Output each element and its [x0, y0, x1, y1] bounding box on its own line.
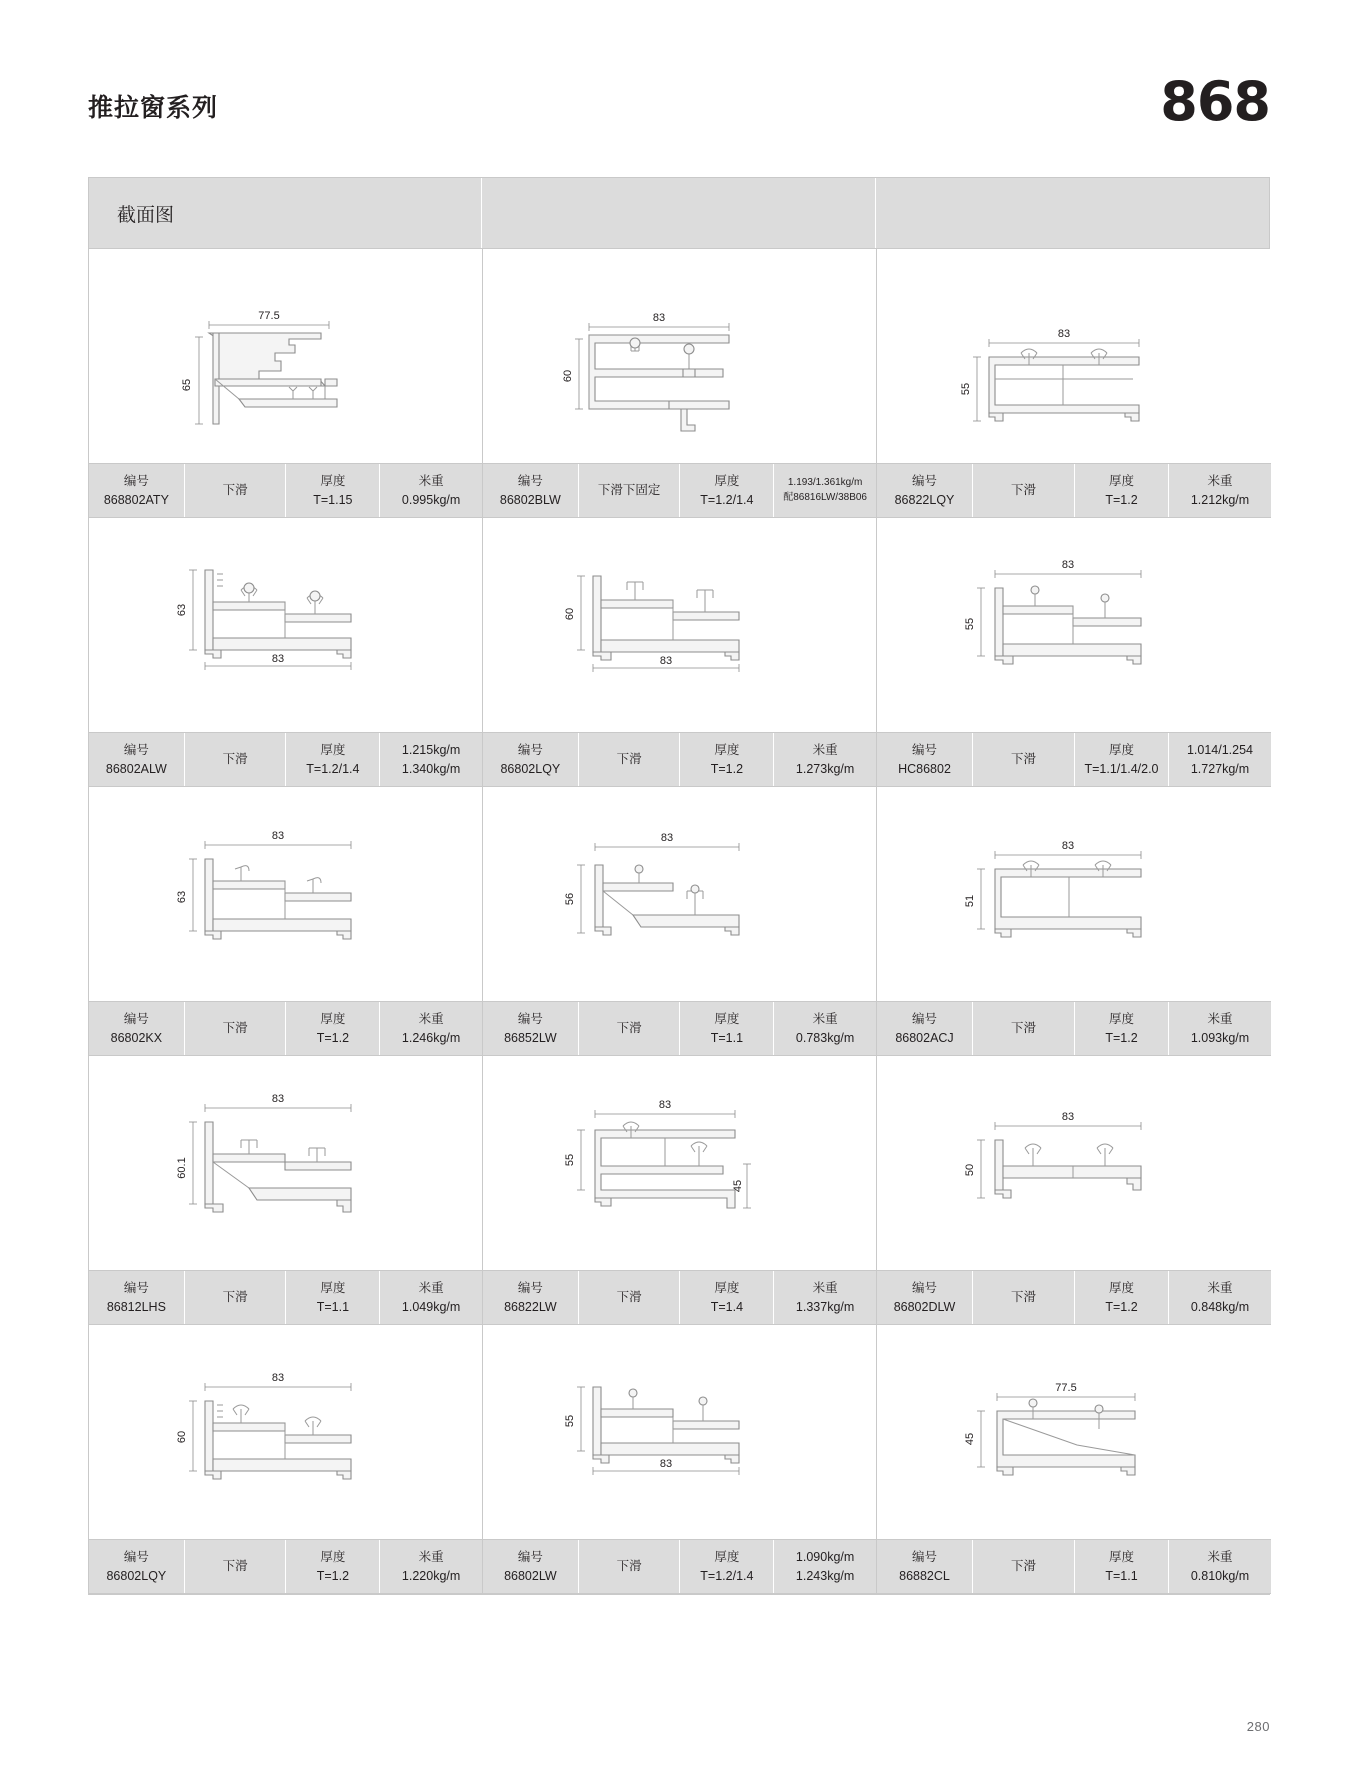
dim-left-4: 63	[176, 603, 188, 617]
spec-group-9	[877, 1001, 1271, 1056]
spec-cell-15	[877, 1539, 1271, 1594]
profile-cell-8	[483, 787, 877, 1001]
spec-thickness-label-13: 厚度	[320, 1550, 346, 1565]
spec-code-6	[877, 733, 973, 786]
spec-type-value-10: 下滑	[222, 1290, 248, 1305]
spec-code-8	[483, 1002, 579, 1055]
dim-left-12: 50	[964, 1163, 976, 1177]
spec-code-9	[877, 1002, 973, 1055]
dim-left-1: 65	[181, 378, 193, 392]
band-cell-3	[876, 178, 1269, 248]
dim-top-9: 83	[1061, 840, 1075, 852]
spec-weight-value-10: 1.049kg/m	[401, 1299, 461, 1314]
spec-type-2	[579, 464, 681, 517]
spec-weight-14	[774, 1540, 876, 1593]
dim-top-11: 83	[658, 1099, 672, 1111]
spec-row-5	[89, 1539, 1269, 1594]
spec-weight-label-8: 米重	[812, 1012, 838, 1027]
spec-weight-value-2: 1.193/1.361kg/m	[787, 477, 863, 488]
section-drawing-10	[89, 1056, 482, 1270]
spec-thickness-label-11: 厚度	[714, 1281, 740, 1296]
spec-weight-value2-4: 1.340kg/m	[401, 761, 461, 776]
spec-code-label-6: 编号	[911, 743, 937, 758]
dim-left-15: 45	[964, 1432, 976, 1446]
spec-thickness-label-8: 厚度	[714, 1012, 740, 1027]
spec-type-value-13: 下滑	[222, 1559, 248, 1574]
spec-thickness-14	[680, 1540, 774, 1593]
band-cell-2	[482, 178, 875, 248]
spec-weight-label-10: 米重	[418, 1281, 444, 1296]
spec-code-value-11: 86822LW	[504, 1299, 557, 1314]
spec-weight-value-9: 1.093kg/m	[1190, 1030, 1250, 1045]
spec-code-value-1: 868802ATY	[103, 492, 169, 507]
spec-cell-5	[483, 732, 877, 787]
spec-code-value-3: 86822LQY	[894, 492, 955, 507]
series-number: 868	[1160, 70, 1270, 133]
spec-thickness-2	[680, 464, 774, 517]
spec-type-value-6: 下滑	[1010, 752, 1036, 767]
spec-code-label-2: 编号	[517, 474, 543, 489]
spec-code-5	[483, 733, 579, 786]
figure-row-5	[89, 1325, 1269, 1539]
spec-weight-value-3: 1.212kg/m	[1190, 492, 1250, 507]
spec-weight-label-9: 米重	[1207, 1012, 1233, 1027]
spec-weight-label-7: 米重	[418, 1012, 444, 1027]
profile-cell-2	[483, 249, 877, 463]
spec-code-12	[877, 1271, 973, 1324]
spec-weight-8	[774, 1002, 876, 1055]
section-drawing-13	[89, 1325, 482, 1539]
profile-cell-9	[877, 787, 1271, 1001]
spec-type-13	[185, 1540, 287, 1593]
dim-top-10: 83	[271, 1093, 285, 1105]
figure-row-1	[89, 249, 1269, 463]
spec-group-4	[89, 732, 482, 787]
spec-weight-9	[1169, 1002, 1271, 1055]
dim-top-2: 83	[652, 312, 666, 324]
spec-thickness-value-2: T=1.2/1.4	[700, 492, 754, 507]
spec-weight-value-5: 1.273kg/m	[795, 761, 855, 776]
spec-thickness-4	[286, 733, 380, 786]
profile-cell-7	[89, 787, 483, 1001]
dim-bottom-14: 83	[659, 1458, 673, 1470]
spec-code-label-1: 编号	[123, 474, 149, 489]
page-title: 推拉窗系列	[88, 94, 219, 122]
page-number: 280	[1246, 1719, 1270, 1734]
spec-type-value-4: 下滑	[222, 752, 248, 767]
section-drawing-2	[483, 249, 876, 463]
spec-type-value-9: 下滑	[1010, 1021, 1036, 1036]
spec-thickness-3	[1075, 464, 1169, 517]
spec-weight-value-11: 1.337kg/m	[795, 1299, 855, 1314]
spec-code-label-4: 编号	[123, 743, 149, 758]
spec-type-value-8: 下滑	[616, 1021, 642, 1036]
spec-cell-12	[877, 1270, 1271, 1325]
section-drawing-5	[483, 518, 876, 732]
dim-left-6: 55	[964, 617, 976, 631]
dim-top-1: 77.5	[258, 310, 280, 322]
section-drawing-9	[877, 787, 1271, 1001]
figure-row-4	[89, 1056, 1269, 1270]
spec-thickness-value-6: T=1.1/1.4/2.0	[1084, 761, 1159, 776]
spec-code-value-12: 86802DLW	[893, 1299, 956, 1314]
spec-type-4	[185, 733, 287, 786]
spec-thickness-label-6: 厚度	[1108, 743, 1134, 758]
dim-top-13: 83	[271, 1372, 285, 1384]
profile-cell-10	[89, 1056, 483, 1270]
dim-top-8: 83	[660, 832, 674, 844]
section-drawing-14	[483, 1325, 876, 1539]
spec-thickness-12	[1075, 1271, 1169, 1324]
spec-cell-6	[877, 732, 1271, 787]
spec-weight-label-12: 米重	[1207, 1281, 1233, 1296]
spec-type-14	[579, 1540, 681, 1593]
spec-weight-4	[380, 733, 482, 786]
spec-code-value-9: 86802ACJ	[895, 1030, 954, 1045]
dim-left-7: 63	[176, 890, 188, 904]
spec-type-6	[973, 733, 1075, 786]
spec-code-3	[877, 464, 973, 517]
figure-row-3	[89, 787, 1269, 1001]
spec-cell-13	[89, 1539, 483, 1594]
spec-thickness-label-4: 厚度	[320, 743, 346, 758]
profile-cell-3	[877, 249, 1271, 463]
spec-thickness-value-14: T=1.2/1.4	[700, 1568, 754, 1583]
spec-weight-10	[380, 1271, 482, 1324]
spec-thickness-label-12: 厚度	[1108, 1281, 1134, 1296]
dim-bottom-5: 83	[659, 655, 673, 667]
spec-type-1	[185, 464, 287, 517]
spec-thickness-value-10: T=1.1	[316, 1299, 350, 1314]
spec-type-value-2: 下滑下固定	[597, 483, 661, 498]
spec-group-10	[89, 1270, 482, 1325]
dim-left-2: 60	[562, 369, 574, 383]
dim-left-13: 60	[176, 1430, 188, 1444]
profile-cell-12	[877, 1056, 1271, 1270]
spec-thickness-1	[286, 464, 380, 517]
spec-type-7	[185, 1002, 287, 1055]
spec-cell-3	[877, 463, 1271, 518]
spec-weight-value-8: 0.783kg/m	[795, 1030, 855, 1045]
section-drawing-7	[89, 787, 482, 1001]
spec-code-label-13: 编号	[123, 1550, 149, 1565]
spec-type-value-11: 下滑	[616, 1290, 642, 1305]
profile-cell-14	[483, 1325, 877, 1539]
spec-code-14	[483, 1540, 579, 1593]
spec-weight-13	[380, 1540, 482, 1593]
spec-thickness-13	[286, 1540, 380, 1593]
spec-type-value-12: 下滑	[1010, 1290, 1036, 1305]
spec-type-12	[973, 1271, 1075, 1324]
profile-cell-11	[483, 1056, 877, 1270]
spec-weight-3	[1169, 464, 1271, 517]
spec-weight-value2-6: 1.727kg/m	[1190, 761, 1250, 776]
spec-thickness-value-8: T=1.1	[710, 1030, 744, 1045]
spec-cell-8	[483, 1001, 877, 1056]
spec-code-10	[89, 1271, 185, 1324]
dim-top-3: 83	[1057, 328, 1071, 340]
spec-code-value-14: 86802LW	[504, 1568, 557, 1583]
section-drawing-15	[877, 1325, 1271, 1539]
spec-code-7	[89, 1002, 185, 1055]
spec-group-14	[483, 1539, 876, 1594]
spec-weight-value-14: 1.090kg/m	[795, 1550, 855, 1565]
spec-weight-label-3: 米重	[1207, 474, 1233, 489]
spec-thickness-7	[286, 1002, 380, 1055]
spec-cell-1	[89, 463, 483, 518]
spec-thickness-label-1: 厚度	[320, 474, 346, 489]
spec-row-1	[89, 463, 1269, 518]
section-drawing-8	[483, 787, 876, 1001]
profile-cell-13	[89, 1325, 483, 1539]
spec-thickness-value-11: T=1.4	[710, 1299, 744, 1314]
spec-type-value-5: 下滑	[616, 752, 642, 767]
spec-cell-10	[89, 1270, 483, 1325]
spec-thickness-value-1: T=1.15	[313, 492, 353, 507]
spec-thickness-5	[680, 733, 774, 786]
spec-code-value-6: HC86802	[898, 761, 951, 776]
spec-weight-15	[1169, 1540, 1271, 1593]
spec-weight-value2-14: 1.243kg/m	[795, 1568, 855, 1583]
section-drawing-12	[877, 1056, 1271, 1270]
dim-top-6: 83	[1061, 559, 1075, 571]
page-header	[88, 70, 1270, 140]
spec-cell-7	[89, 1001, 483, 1056]
dim-bottom-4: 83	[271, 653, 285, 665]
spec-weight-2	[774, 464, 876, 517]
spec-code-label-11: 编号	[517, 1281, 543, 1296]
spec-weight-value-1: 0.995kg/m	[401, 492, 461, 507]
spec-weight-5	[774, 733, 876, 786]
spec-weight-label-5: 米重	[812, 743, 838, 758]
spec-thickness-value-15: T=1.1	[1105, 1568, 1138, 1583]
spec-group-15	[877, 1539, 1271, 1594]
spec-thickness-8	[680, 1002, 774, 1055]
spec-code-label-12: 编号	[911, 1281, 937, 1296]
profile-cell-4	[89, 518, 483, 732]
spec-thickness-value-13: T=1.2	[316, 1568, 350, 1583]
spec-note-2: 配86816LW/38B06	[783, 491, 867, 503]
profile-cell-5	[483, 518, 877, 732]
spec-group-3	[877, 463, 1271, 518]
dim-left-11: 55	[564, 1153, 576, 1167]
spec-code-value-10: 86812LHS	[106, 1299, 166, 1314]
spec-code-value-15: 86882CL	[899, 1568, 950, 1583]
spec-type-9	[973, 1002, 1075, 1055]
spec-weight-value-7: 1.246kg/m	[401, 1030, 461, 1045]
dim-left-3: 55	[960, 382, 972, 396]
spec-weight-label-13: 米重	[418, 1550, 444, 1565]
spec-thickness-value-5: T=1.2	[710, 761, 744, 776]
spec-code-2	[483, 464, 579, 517]
figure-row-2	[89, 518, 1269, 732]
spec-thickness-label-5: 厚度	[714, 743, 740, 758]
spec-code-value-7: 86802KX	[110, 1030, 163, 1045]
dim-top-12: 83	[1061, 1111, 1075, 1123]
dim-left-9: 51	[964, 894, 976, 908]
spec-weight-value-4: 1.215kg/m	[401, 743, 461, 758]
spec-cell-2	[483, 463, 877, 518]
spec-type-value-3: 下滑	[1010, 483, 1036, 498]
spec-weight-label-11: 米重	[812, 1281, 838, 1296]
profile-cell-6	[877, 518, 1271, 732]
spec-thickness-value-3: T=1.2	[1105, 492, 1138, 507]
spec-thickness-label-2: 厚度	[714, 474, 740, 489]
spec-thickness-10	[286, 1271, 380, 1324]
spec-row-4	[89, 1270, 1269, 1325]
spec-thickness-label-7: 厚度	[320, 1012, 346, 1027]
spec-code-label-9: 编号	[911, 1012, 937, 1027]
spec-group-2	[483, 463, 876, 518]
spec-thickness-value-7: T=1.2	[316, 1030, 350, 1045]
spec-code-value-2: 86802BLW	[499, 492, 561, 507]
spec-group-12	[877, 1270, 1271, 1325]
spec-weight-label-1: 米重	[418, 474, 444, 489]
spec-thickness-value-4: T=1.2/1.4	[306, 761, 360, 776]
dim-top-15: 77.5	[1055, 1382, 1077, 1394]
section-drawing-11	[483, 1056, 876, 1270]
spec-code-4	[89, 733, 185, 786]
spec-type-10	[185, 1271, 287, 1324]
spec-cell-9	[877, 1001, 1271, 1056]
band-label-section-drawing: 截面图	[89, 178, 482, 248]
spec-type-15	[973, 1540, 1075, 1593]
spec-code-value-4: 86802ALW	[105, 761, 167, 776]
spec-group-8	[483, 1001, 876, 1056]
spec-thickness-label-3: 厚度	[1108, 474, 1134, 489]
spec-thickness-label-10: 厚度	[320, 1281, 346, 1296]
spec-type-5	[579, 733, 681, 786]
spec-code-label-10: 编号	[123, 1281, 149, 1296]
spec-thickness-label-15: 厚度	[1108, 1550, 1134, 1565]
spec-thickness-value-12: T=1.2	[1105, 1299, 1138, 1314]
spec-weight-value-13: 1.220kg/m	[401, 1568, 461, 1583]
table-header-band	[89, 178, 1269, 249]
spec-thickness-6	[1075, 733, 1169, 786]
spec-group-5	[483, 732, 876, 787]
spec-cell-4	[89, 732, 483, 787]
spec-code-value-13: 86802LQY	[106, 1568, 167, 1583]
spec-weight-12	[1169, 1271, 1271, 1324]
spec-code-value-8: 86852LW	[504, 1030, 557, 1045]
spec-type-value-15: 下滑	[1010, 1559, 1036, 1574]
spec-code-label-14: 编号	[517, 1550, 543, 1565]
section-drawing-6	[877, 518, 1271, 732]
spec-code-13	[89, 1540, 185, 1593]
spec-code-label-15: 编号	[911, 1550, 937, 1565]
spec-code-label-5: 编号	[517, 743, 543, 758]
spec-row-2	[89, 732, 1269, 787]
spec-weight-11	[774, 1271, 876, 1324]
dim-left-8: 56	[564, 892, 576, 906]
spec-row-3	[89, 1001, 1269, 1056]
spec-weight-value-15: 0.810kg/m	[1190, 1568, 1250, 1583]
spec-weight-label-15: 米重	[1207, 1550, 1233, 1565]
spec-group-1	[89, 463, 482, 518]
spec-code-15	[877, 1540, 973, 1593]
dim-top-7: 83	[271, 830, 285, 842]
spec-thickness-15	[1075, 1540, 1169, 1593]
spec-code-label-8: 编号	[517, 1012, 543, 1027]
spec-type-11	[579, 1271, 681, 1324]
spec-thickness-11	[680, 1271, 774, 1324]
profile-table	[88, 177, 1270, 1595]
spec-cell-14	[483, 1539, 877, 1594]
dim-left-14: 55	[564, 1414, 576, 1428]
spec-thickness-label-14: 厚度	[714, 1550, 740, 1565]
spec-weight-value-12: 0.848kg/m	[1190, 1299, 1250, 1314]
spec-type-value-14: 下滑	[616, 1559, 642, 1574]
dim-left-10: 60.1	[176, 1157, 188, 1179]
spec-weight-1	[380, 464, 482, 517]
spec-weight-value-6: 1.014/1.254	[1186, 743, 1254, 758]
spec-type-value-1: 下滑	[222, 483, 248, 498]
spec-code-label-7: 编号	[123, 1012, 149, 1027]
spec-type-8	[579, 1002, 681, 1055]
spec-code-label-3: 编号	[911, 474, 937, 489]
spec-group-11	[483, 1270, 876, 1325]
section-drawing-3	[877, 249, 1271, 463]
section-drawing-4	[89, 518, 482, 732]
spec-code-value-5: 86802LQY	[500, 761, 561, 776]
spec-code-11	[483, 1271, 579, 1324]
spec-code-1	[89, 464, 185, 517]
dim-left-5: 60	[564, 607, 576, 621]
profile-cell-15	[877, 1325, 1271, 1539]
spec-weight-7	[380, 1002, 482, 1055]
dim-right-11: 45	[732, 1179, 744, 1193]
spec-thickness-label-9: 厚度	[1108, 1012, 1134, 1027]
spec-group-6	[877, 732, 1271, 787]
spec-type-value-7: 下滑	[222, 1021, 248, 1036]
spec-cell-11	[483, 1270, 877, 1325]
section-drawing-1	[89, 249, 482, 463]
spec-group-13	[89, 1539, 482, 1594]
spec-type-3	[973, 464, 1075, 517]
spec-thickness-9	[1075, 1002, 1169, 1055]
spec-thickness-value-9: T=1.2	[1105, 1030, 1138, 1045]
spec-weight-6	[1169, 733, 1271, 786]
profile-cell-1	[89, 249, 483, 463]
spec-group-7	[89, 1001, 482, 1056]
